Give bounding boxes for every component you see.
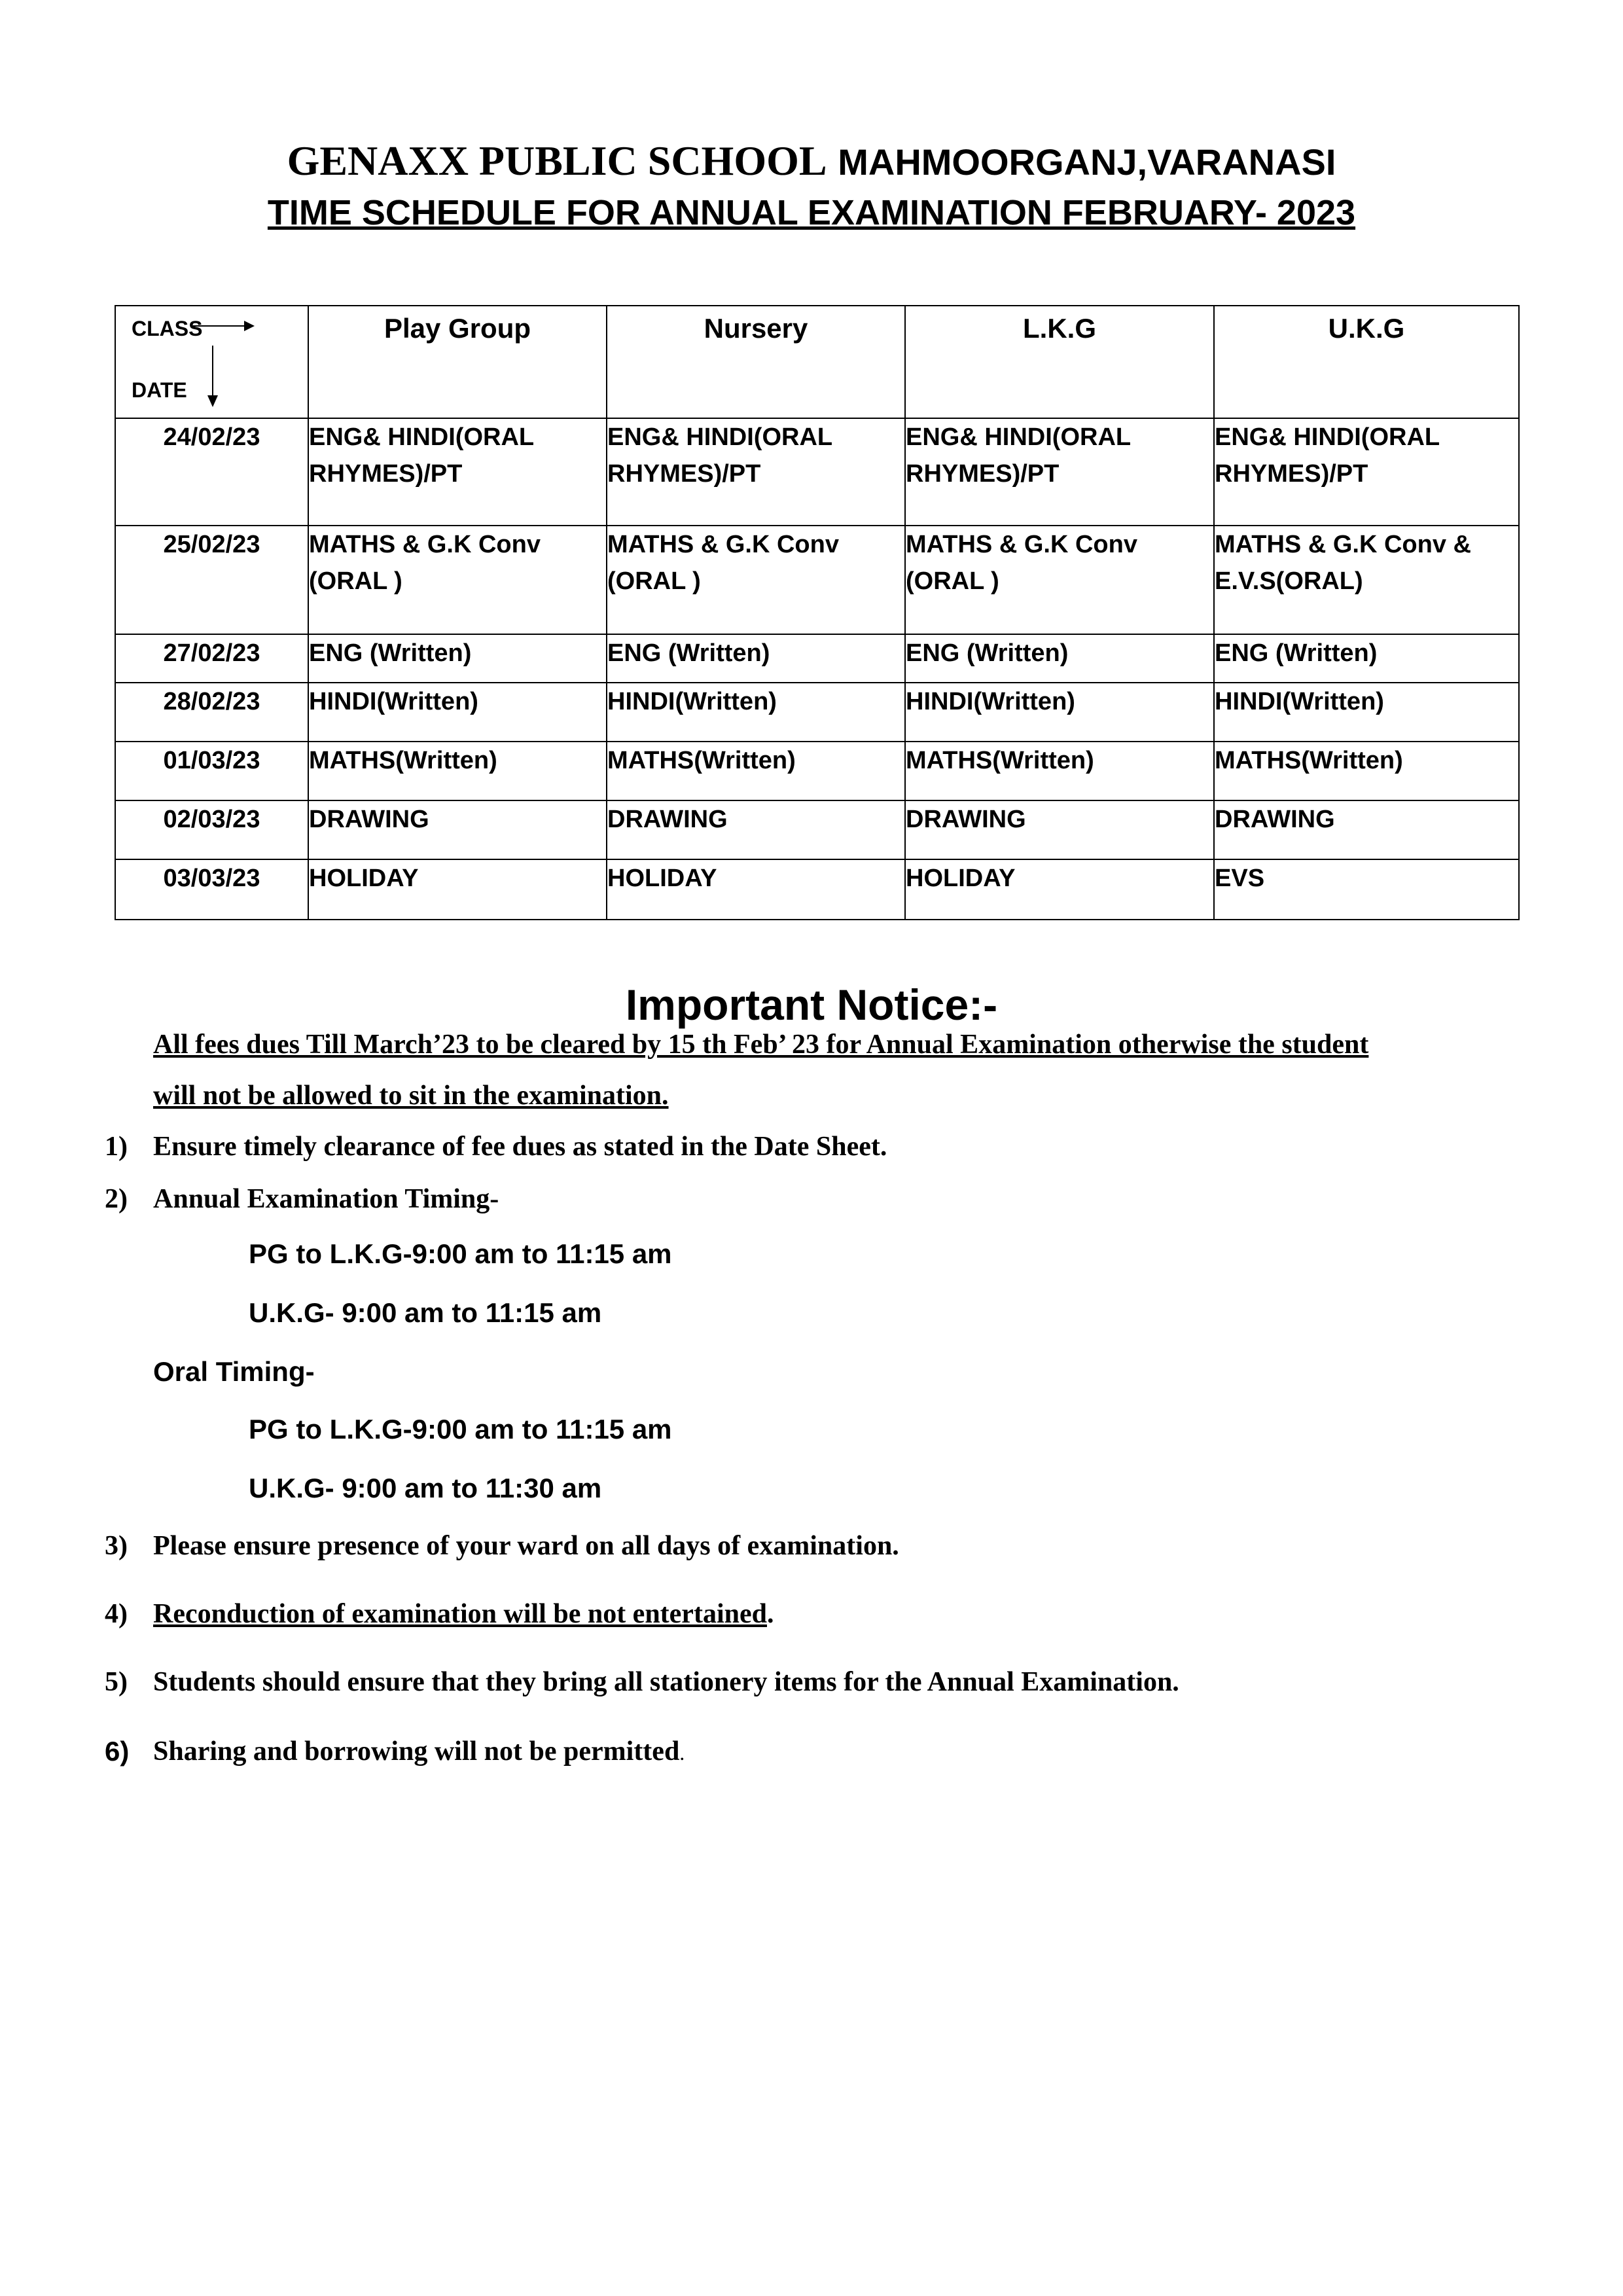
subject-cell: ENG& HINDI(ORAL RHYMES)/PT: [1214, 418, 1519, 526]
corner-cell: [115, 306, 308, 418]
subject-cell: ENG& HINDI(ORAL RHYMES)/PT: [905, 418, 1214, 526]
subject-cell: ENG& HINDI(ORAL RHYMES)/PT: [607, 418, 905, 526]
subject-cell: HOLIDAY: [905, 859, 1214, 920]
table-row: [115, 742, 1519, 800]
page-title: [0, 136, 1623, 187]
notice-item-text: Sharing and borrowing will not be permitted: [153, 1736, 680, 1767]
column-header: Nursery: [607, 306, 905, 418]
subject-cell: DRAWING: [308, 800, 607, 859]
subject-cell: MATHS(Written): [905, 742, 1214, 800]
notice-item-suffix: .: [679, 1741, 685, 1765]
list-number: 3): [105, 1531, 128, 1561]
date-cell: 28/02/23: [115, 683, 308, 742]
list-number: 6): [105, 1736, 130, 1767]
timing-line: PG to L.K.G-9:00 am to 11:15 am: [249, 1238, 672, 1269]
subject-cell: DRAWING: [607, 800, 905, 859]
date-axis-label: DATE: [132, 378, 187, 402]
table-row: [115, 859, 1519, 920]
list-number: 4): [105, 1599, 128, 1629]
subject-cell: MATHS(Written): [1214, 742, 1519, 800]
notice-item: [153, 1736, 685, 1767]
subject-cell: HOLIDAY: [607, 859, 905, 920]
table-row: [115, 800, 1519, 859]
subject-cell: MATHS(Written): [308, 742, 607, 800]
date-cell: 03/03/23: [115, 859, 308, 920]
subject-cell: HINDI(Written): [607, 683, 905, 742]
subject-cell: MATHS & G.K Conv & E.V.S(ORAL): [1214, 526, 1519, 634]
fees-notice-line: All fees dues Till March’23 to be cleared by 15 th Feb’ 23 for Annual Examination otherwise the student: [153, 1030, 1369, 1060]
subject-cell: HINDI(Written): [1214, 683, 1519, 742]
list-number: 5): [105, 1667, 128, 1697]
table-row: [115, 634, 1519, 683]
notice-item-suffix: .: [766, 1599, 774, 1629]
list-number: 1): [105, 1132, 128, 1162]
column-header: Play Group: [308, 306, 607, 418]
oral-timing-label: Oral Timing-: [153, 1356, 315, 1387]
schedule-title: TIME SCHEDULE FOR ANNUAL EXAMINATION FEBRUARY- 2023: [267, 193, 1356, 232]
subject-cell: MATHS & G.K Conv (ORAL ): [308, 526, 607, 634]
notice-item: Please ensure presence of your ward on all days of examination.: [153, 1531, 899, 1561]
timing-line: PG to L.K.G-9:00 am to 11:15 am: [249, 1414, 672, 1444]
subject-cell: MATHS & G.K Conv (ORAL ): [607, 526, 905, 634]
table-row: [115, 683, 1519, 742]
notice-item: [153, 1598, 774, 1630]
date-cell: 25/02/23: [115, 526, 308, 634]
notice-heading: Important Notice:-: [625, 980, 998, 1029]
list-number: 2): [105, 1184, 128, 1214]
notice-item: Students should ensure that they bring all stationery items for the Annual Examination.: [153, 1667, 1179, 1697]
notice-item: Annual Examination Timing-: [153, 1184, 499, 1214]
school-name: GENAXX PUBLIC SCHOOL: [287, 137, 827, 184]
column-header: U.K.G: [1214, 306, 1519, 418]
subject-cell: DRAWING: [1214, 800, 1519, 859]
fees-notice-line: will not be allowed to sit in the examination.: [153, 1081, 669, 1111]
subject-cell: ENG (Written): [905, 634, 1214, 683]
subject-cell: HINDI(Written): [308, 683, 607, 742]
subject-cell: MATHS(Written): [607, 742, 905, 800]
table-header-row: [115, 306, 1519, 418]
date-cell: 24/02/23: [115, 418, 308, 526]
table-row: [115, 418, 1519, 526]
class-axis-label: CLASS: [132, 317, 203, 340]
subject-cell: EVS: [1214, 859, 1519, 920]
subject-cell: ENG (Written): [308, 634, 607, 683]
subject-cell: DRAWING: [905, 800, 1214, 859]
date-cell: 27/02/23: [115, 634, 308, 683]
notice-item: Ensure timely clearance of fee dues as stated in the Date Sheet.: [153, 1132, 887, 1162]
subject-cell: ENG (Written): [607, 634, 905, 683]
school-place: MAHMOORGANJ,VARANASI: [838, 141, 1336, 183]
exam-schedule-table: [115, 305, 1520, 920]
table-row: [115, 526, 1519, 634]
timing-line: U.K.G- 9:00 am to 11:15 am: [249, 1297, 602, 1328]
date-cell: 01/03/23: [115, 742, 308, 800]
subject-cell: MATHS & G.K Conv (ORAL ): [905, 526, 1214, 634]
timing-line: U.K.G- 9:00 am to 11:30 am: [249, 1473, 602, 1503]
notice-item-text: Reconduction of examination will be not entertained: [153, 1599, 767, 1629]
column-header: L.K.G: [905, 306, 1214, 418]
subject-cell: HOLIDAY: [308, 859, 607, 920]
date-cell: 02/03/23: [115, 800, 308, 859]
subject-cell: ENG (Written): [1214, 634, 1519, 683]
subject-cell: HINDI(Written): [905, 683, 1214, 742]
subject-cell: ENG& HINDI(ORAL RHYMES)/PT: [308, 418, 607, 526]
